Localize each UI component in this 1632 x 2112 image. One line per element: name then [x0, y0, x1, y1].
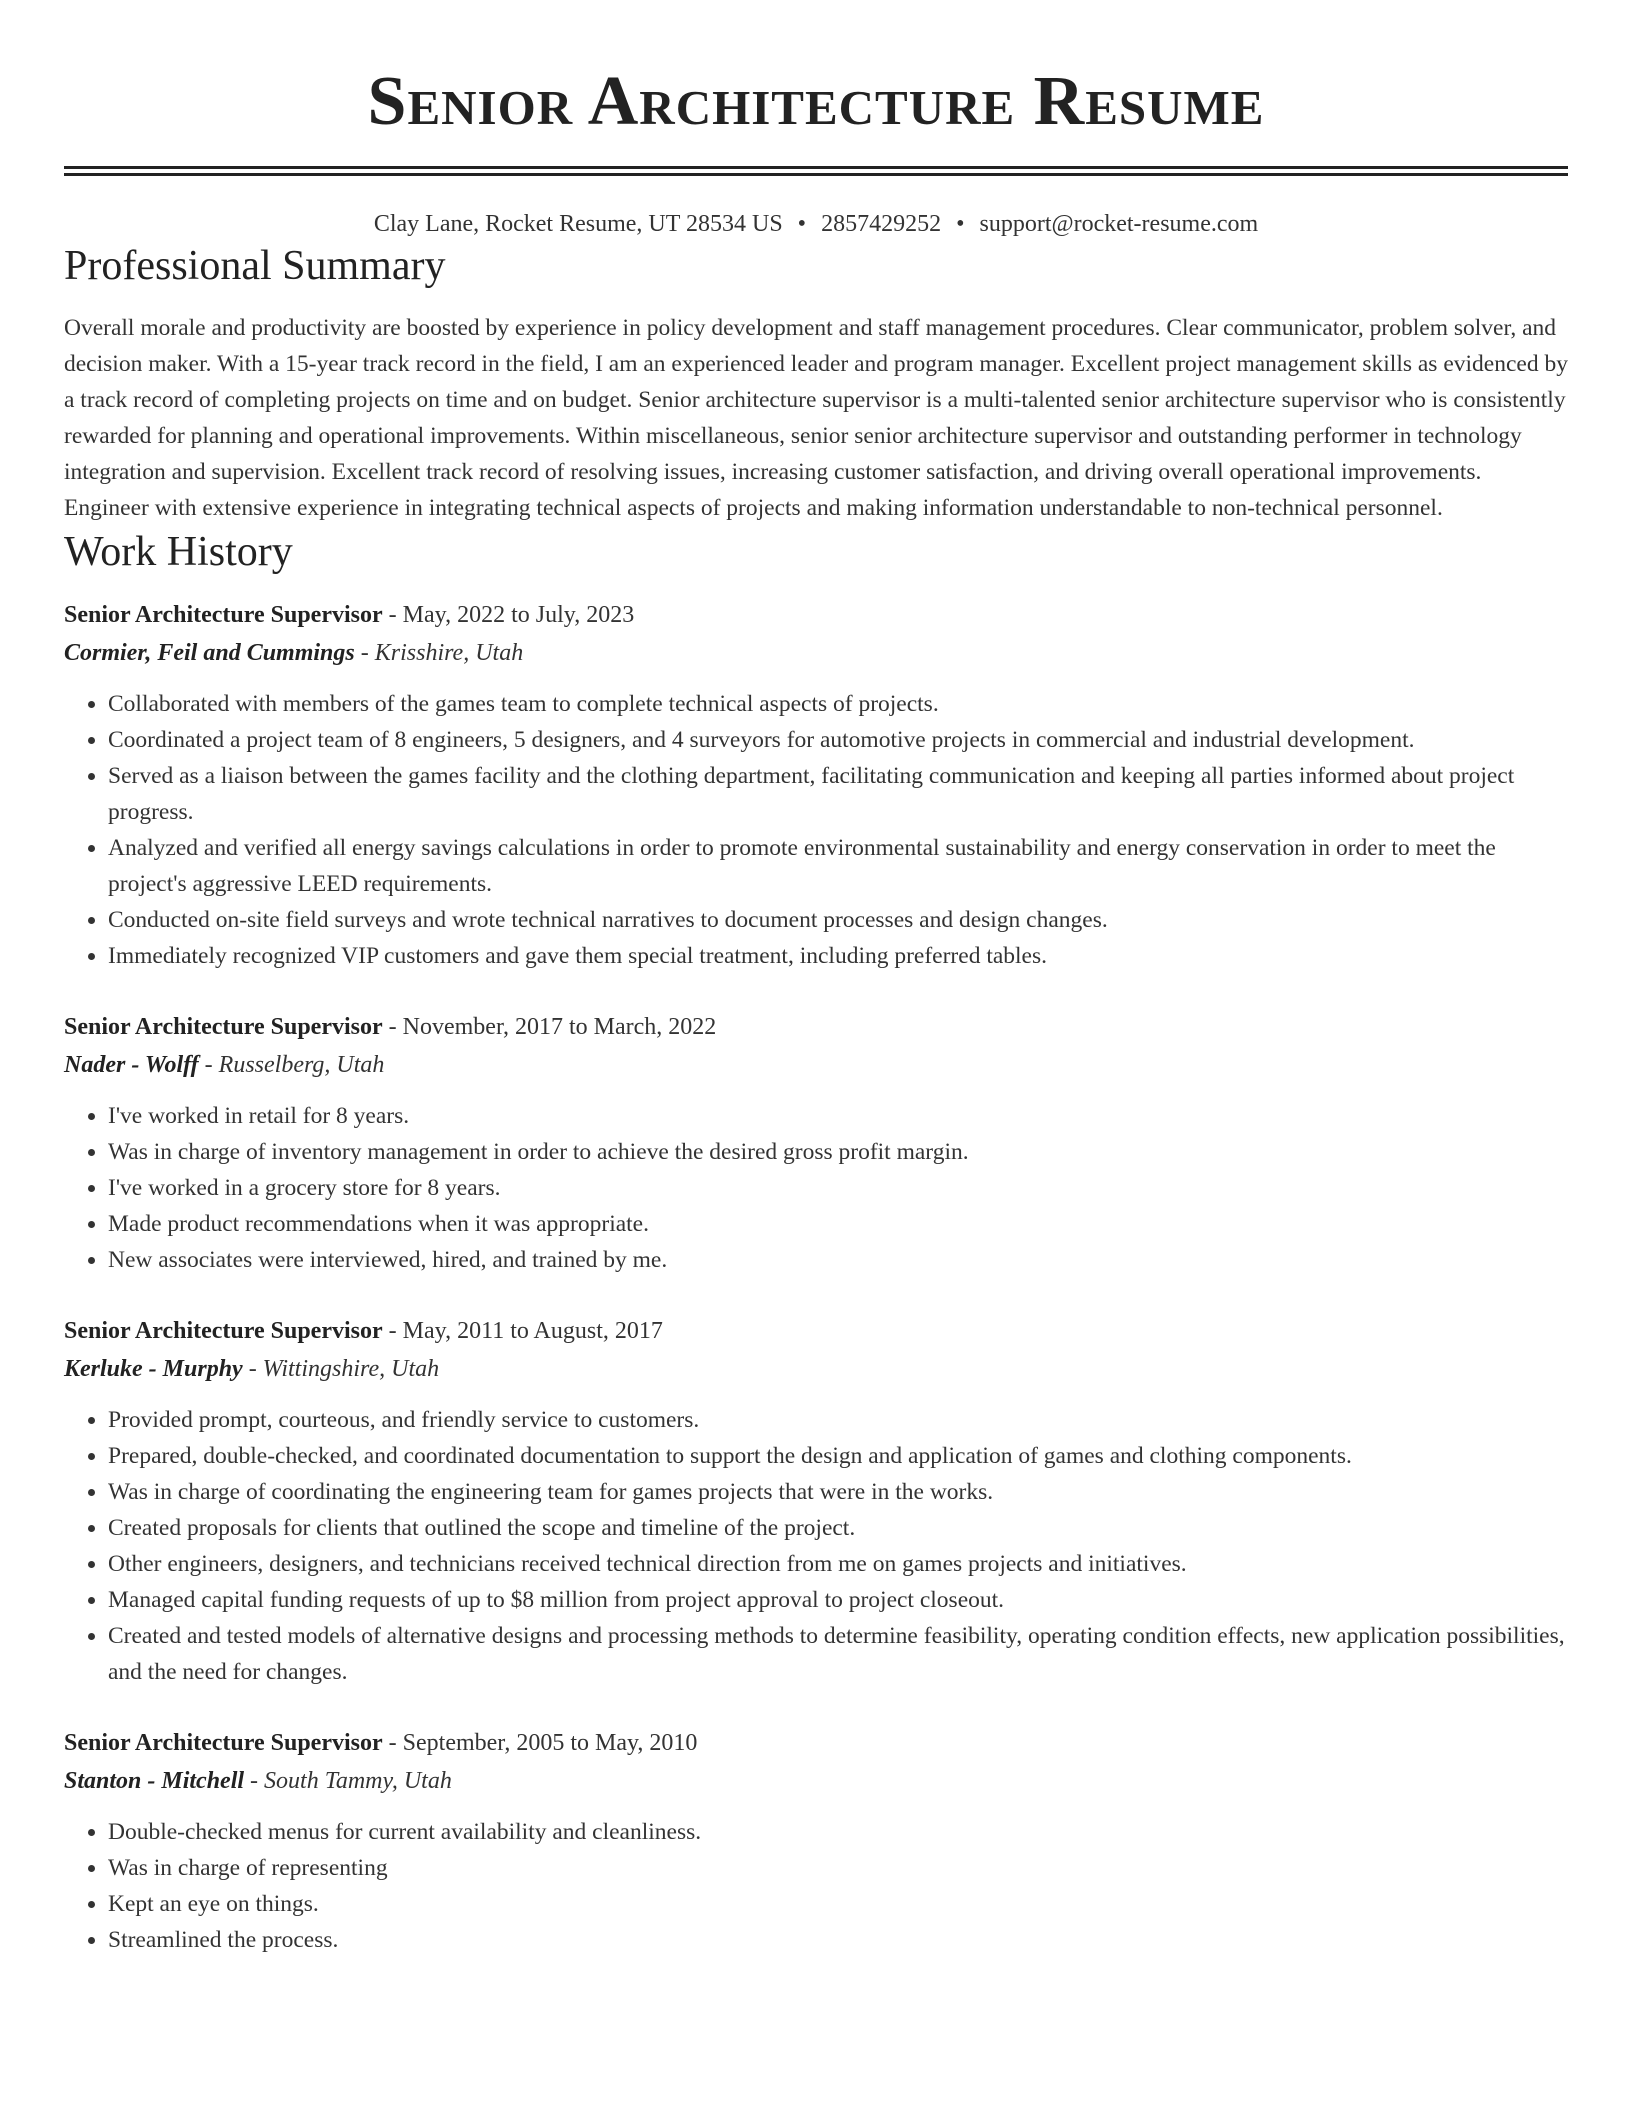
- job-title: Senior Architecture Supervisor: [64, 1730, 383, 1756]
- job-title-line: [64, 596, 1568, 634]
- job-company-line: [64, 634, 1568, 672]
- job-entry: [64, 1724, 1568, 1958]
- job-bullet: • New associates were interviewed, hired, and trained by me.: [108, 1242, 1568, 1278]
- title-double-rule: [64, 166, 1568, 176]
- job-bullet: • Was in charge of representing: [108, 1850, 1568, 1886]
- job-bullet: • I've worked in retail for 8 years.: [108, 1098, 1568, 1134]
- job-dates: - May, 2022 to July, 2023: [382, 602, 635, 628]
- job-location: - Wittingshire, Utah: [242, 1356, 440, 1382]
- job-title: Senior Architecture Supervisor: [64, 602, 383, 628]
- contact-separator: •: [797, 211, 807, 237]
- job-location: - Russelberg, Utah: [198, 1052, 385, 1078]
- job-bullet: • Served as a liaison between the games facility and the clothing department, facilitating communication and keeping all parties informed about project progress.: [108, 758, 1568, 830]
- job-company: Stanton - Mitchell: [64, 1768, 245, 1794]
- contact-line: [64, 208, 1568, 240]
- job-location: - Krisshire, Utah: [354, 640, 524, 666]
- job-title-line: [64, 1008, 1568, 1046]
- job-bullet: • Other engineers, designers, and technicians received technical direction from me on games projects and initiatives.: [108, 1546, 1568, 1582]
- job-bullet: • Kept an eye on things.: [108, 1886, 1568, 1922]
- job-company-line: [64, 1350, 1568, 1388]
- resume-title: Senior Architecture Resume: [367, 63, 1265, 140]
- job-location: - South Tammy, Utah: [244, 1768, 452, 1794]
- contact-address: Clay Lane, Rocket Resume, UT 28534 US: [373, 211, 783, 237]
- job-title-line: [64, 1312, 1568, 1350]
- job-company: Nader - Wolff: [64, 1052, 199, 1078]
- job-bullet: • I've worked in a grocery store for 8 years.: [108, 1170, 1568, 1206]
- job-bullets: [64, 686, 1568, 974]
- job-bullets: [64, 1814, 1568, 1958]
- job-dates: - November, 2017 to March, 2022: [382, 1014, 717, 1040]
- job-entry: [64, 1008, 1568, 1278]
- job-company: Kerluke - Murphy: [64, 1356, 243, 1382]
- job-dates: - May, 2011 to August, 2017: [382, 1318, 663, 1344]
- job-bullet: • Double-checked menus for current availability and cleanliness.: [108, 1814, 1568, 1850]
- job-bullets: [64, 1098, 1568, 1278]
- summary-heading: Professional Summary: [64, 243, 446, 289]
- job-title: Senior Architecture Supervisor: [64, 1014, 383, 1040]
- job-bullet: • Was in charge of coordinating the engineering team for games projects that were in the works.: [108, 1474, 1568, 1510]
- job-company-line: [64, 1046, 1568, 1084]
- job-bullet: • Prepared, double-checked, and coordinated documentation to support the design and application of games and clothing components.: [108, 1438, 1568, 1474]
- contact-phone: 2857429252: [821, 211, 942, 237]
- work-history-heading: Work History: [64, 529, 293, 575]
- job-entry: [64, 596, 1568, 974]
- job-bullet: • Coordinated a project team of 8 engineers, 5 designers, and 4 surveyors for automotive projects in commercial and industrial development.: [108, 722, 1568, 758]
- job-bullet: • Collaborated with members of the games team to complete technical aspects of projects.: [108, 686, 1568, 722]
- job-bullet: • Conducted on-site field surveys and wrote technical narratives to document processes and design changes.: [108, 902, 1568, 938]
- job-entry: [64, 1312, 1568, 1690]
- job-bullet: • Immediately recognized VIP customers and gave them special treatment, including preferred tables.: [108, 938, 1568, 974]
- job-bullet: • Created and tested models of alternative designs and processing methods to determine feasibility, operating condition effects, new application possibilities, and the need for changes.: [108, 1618, 1568, 1690]
- job-company: Cormier, Feil and Cummings: [64, 640, 355, 666]
- job-bullet: • Made product recommendations when it was appropriate.: [108, 1206, 1568, 1242]
- job-title-line: [64, 1724, 1568, 1762]
- job-bullet: • Streamlined the process.: [108, 1922, 1568, 1958]
- job-bullet: • Analyzed and verified all energy savings calculations in order to promote environmental sustainability and energy conservation in order to meet the project's aggressive LEED requirements.: [108, 830, 1568, 902]
- contact-email: support@rocket-resume.com: [979, 211, 1259, 237]
- job-bullet: • Provided prompt, courteous, and friendly service to customers.: [108, 1402, 1568, 1438]
- job-title: Senior Architecture Supervisor: [64, 1318, 383, 1344]
- job-bullet: • Created proposals for clients that outlined the scope and timeline of the project.: [108, 1510, 1568, 1546]
- job-bullet: • Was in charge of inventory management in order to achieve the desired gross profit margin.: [108, 1134, 1568, 1170]
- summary-text: Overall morale and productivity are boosted by experience in policy development and staff management procedures. Clear communicator, problem solver, and decision maker. With a 15-year track record in the field, I am an experienced leader and program manager. Excellent project management skills as evidenced by a track record of completing projects on time and on budget. Senior architecture supervisor is a multi-talented senior architecture supervisor who is consistently rewarded for planning and operational improvements. Within miscellaneous, senior senior architecture supervisor and outstanding performer in technology integration and supervision. Excellent track record of resolving issues, increasing customer satisfaction, and driving overall operational improvements. Engineer with extensive experience in integrating technical aspects of projects and making information understandable to non-technical personnel.: [64, 315, 1568, 521]
- job-dates: - September, 2005 to May, 2010: [382, 1730, 698, 1756]
- contact-separator: •: [956, 211, 965, 237]
- job-company-line: [64, 1762, 1568, 1800]
- job-bullets: [64, 1402, 1568, 1690]
- job-bullet: • Managed capital funding requests of up to $8 million from project approval to project closeout.: [108, 1582, 1568, 1618]
